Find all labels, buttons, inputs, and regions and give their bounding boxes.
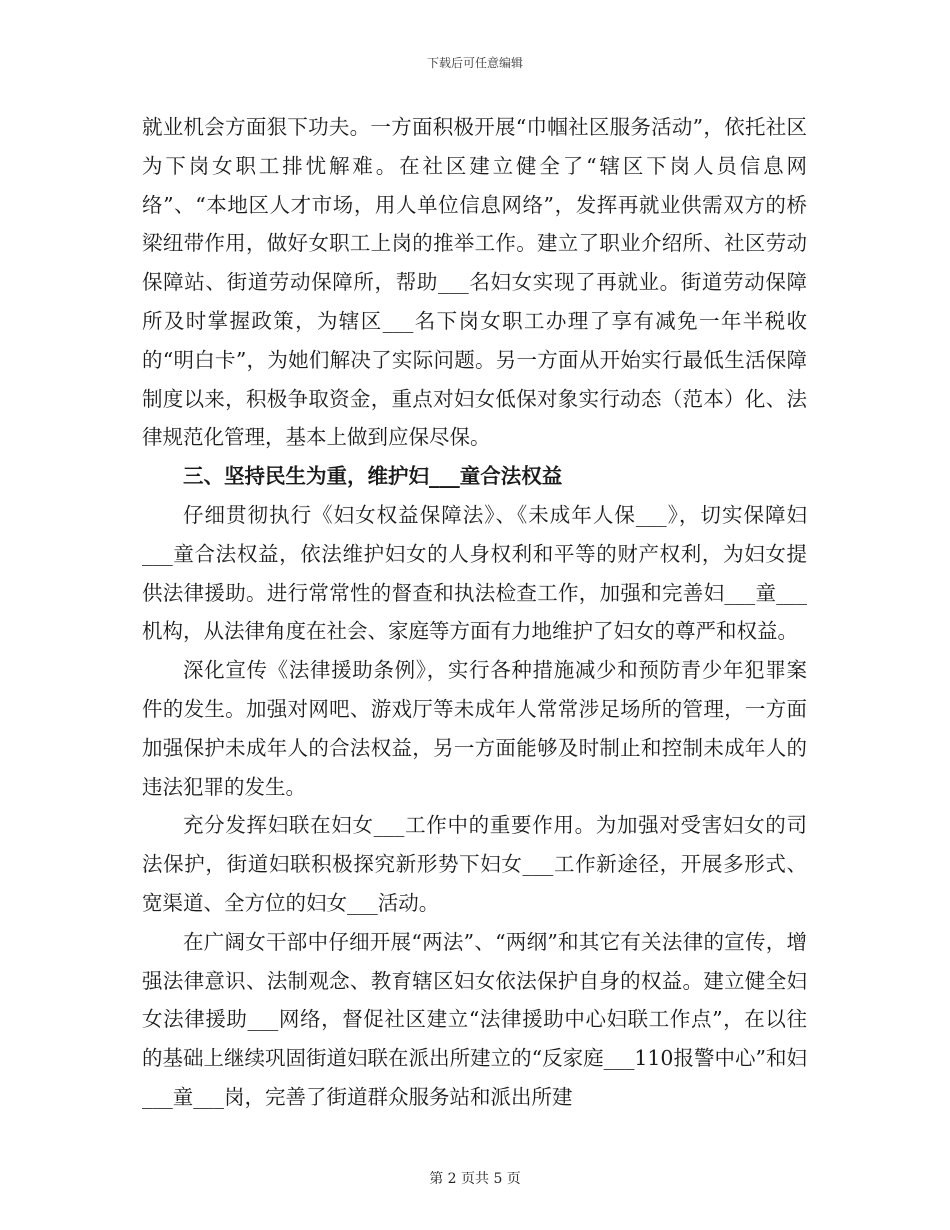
paragraph-5: 在广阔女干部中仔细开展“两法”、“两纲”和其它有关法律的宣传，增强法律意识、法制观念、教育辖区妇女依法保护自身的权益。建立健全妇女法律援助___网络，督促社区建立“法律援助中心妇联工作点”，在以往的基础上继续巩固街道妇联在派出所建立的“反家庭___110报警中心”和妇___童___岗，完善了街道群众服务站和派出所建	[142, 929, 807, 1109]
paragraph-1: 就业机会方面狠下功夫。一方面积极开展“巾帼社区服务活动”，依托社区为下岗女职工排忧解难。在社区建立健全了“辖区下岗人员信息网络”、“本地区人才市场，用人单位信息网络”，发挥再就业供需双方的桥梁纽带作用，做好女职工上岗的推举工作。建立了职业介绍所、社区劳动保障站、街道劳动保障所，帮助___名妇女实现了再就业。街道劳动保障所及时掌握政策，为辖区___名下岗女职工办理了享有减免一年半税收的“明白卡”，为她们解决了实际问题。另一方面从开始实行最低生活保障制度以来，积极争取资金，重点对妇女低保对象实行动态（范本）化、法律规范化管理，基本上做到应保尽保。	[142, 115, 807, 450]
page-header: 下载后可任意编辑	[426, 56, 523, 70]
paragraph-3: 深化宣传《法律援助条例》，实行各种措施减少和预防青少年犯罪案件的发生。加强对网吧、游戏厅等未成年人常常涉足场所的管理，一方面加强保护未成年人的合法权益，另一方面能够及时制止和控制未成年人的违法犯罪的发生。	[142, 658, 807, 799]
document-body	[142, 108, 807, 1117]
paragraph-4: 充分发挥妇联在妇女___工作中的重要作用。为加强对受害妇女的司法保护，街道妇联积极探究新形势下妇女___工作新途径，开展多形式、宽渠道、全方位的妇女___活动。	[142, 813, 807, 915]
page-number: 第 2 页共 5 页	[429, 1171, 521, 1187]
paragraph-2: 仔细贯彻执行《妇女权益保障法》、《未成年人保___》，切实保障妇___童合法权益，依法维护妇女的人身权利和平等的财产权利，为妇女提供法律援助。进行常常性的督查和执法检查工作，加强和完善妇___童___机构，从法律角度在社会、家庭等方面有力地维护了妇女的尊严和权益。	[142, 502, 807, 644]
section-heading: 三、坚持民生为重，维护妇___童合法权益	[183, 464, 563, 489]
